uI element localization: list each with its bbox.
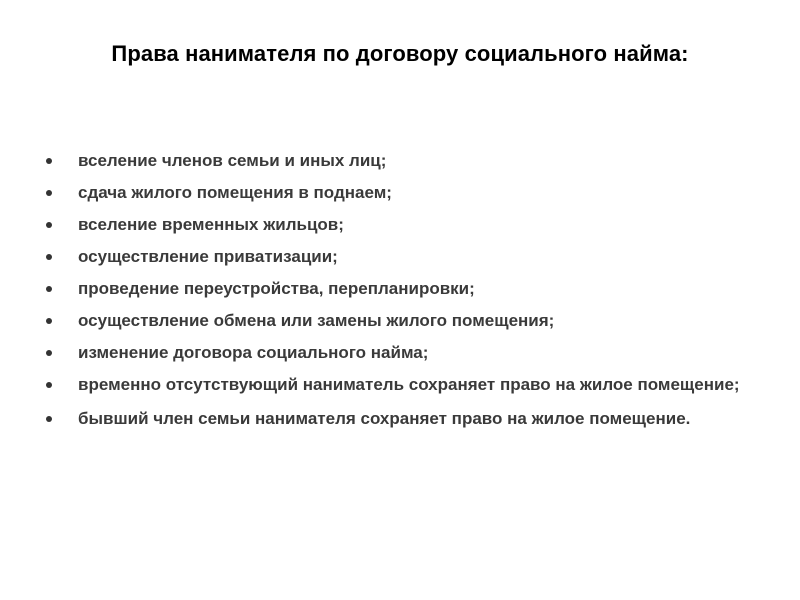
slide-title: Права нанимателя по договору социального найма: bbox=[111, 41, 689, 66]
bullet-icon bbox=[46, 254, 52, 260]
rights-list bbox=[46, 148, 752, 438]
bullet-icon bbox=[46, 190, 52, 196]
list-item-text: осуществление обмена или замены жилого помещения; bbox=[78, 311, 555, 330]
list-item bbox=[46, 406, 752, 431]
list-item-text: изменение договора социального найма; bbox=[78, 343, 429, 362]
bullet-icon bbox=[46, 286, 52, 292]
list-item-text: проведение переустройства, перепланировки; bbox=[78, 279, 475, 298]
list-item bbox=[46, 308, 752, 333]
bullet-icon bbox=[46, 158, 52, 164]
list-item bbox=[46, 148, 752, 173]
list-item-text: сдача жилого помещения в поднаем; bbox=[78, 183, 392, 202]
list-item-text: временно отсутствующий наниматель сохраняет право на жилое помещение; bbox=[78, 375, 740, 394]
list-item-text: осуществление приватизации; bbox=[78, 247, 338, 266]
list-item bbox=[46, 180, 752, 205]
list-item bbox=[46, 276, 752, 301]
list-item bbox=[46, 340, 752, 365]
bullet-icon bbox=[46, 382, 52, 388]
list-item-text: бывший член семьи нанимателя сохраняет право на жилое помещение. bbox=[78, 409, 691, 428]
list-item bbox=[46, 244, 752, 269]
list-item-text: вселение временных жильцов; bbox=[78, 215, 344, 234]
bullet-icon bbox=[46, 318, 52, 324]
bullet-icon bbox=[46, 222, 52, 228]
bullet-icon bbox=[46, 416, 52, 422]
bullet-icon bbox=[46, 350, 52, 356]
list-item bbox=[46, 372, 752, 397]
list-item-text: вселение членов семьи и иных лиц; bbox=[78, 151, 387, 170]
list-item bbox=[46, 212, 752, 237]
